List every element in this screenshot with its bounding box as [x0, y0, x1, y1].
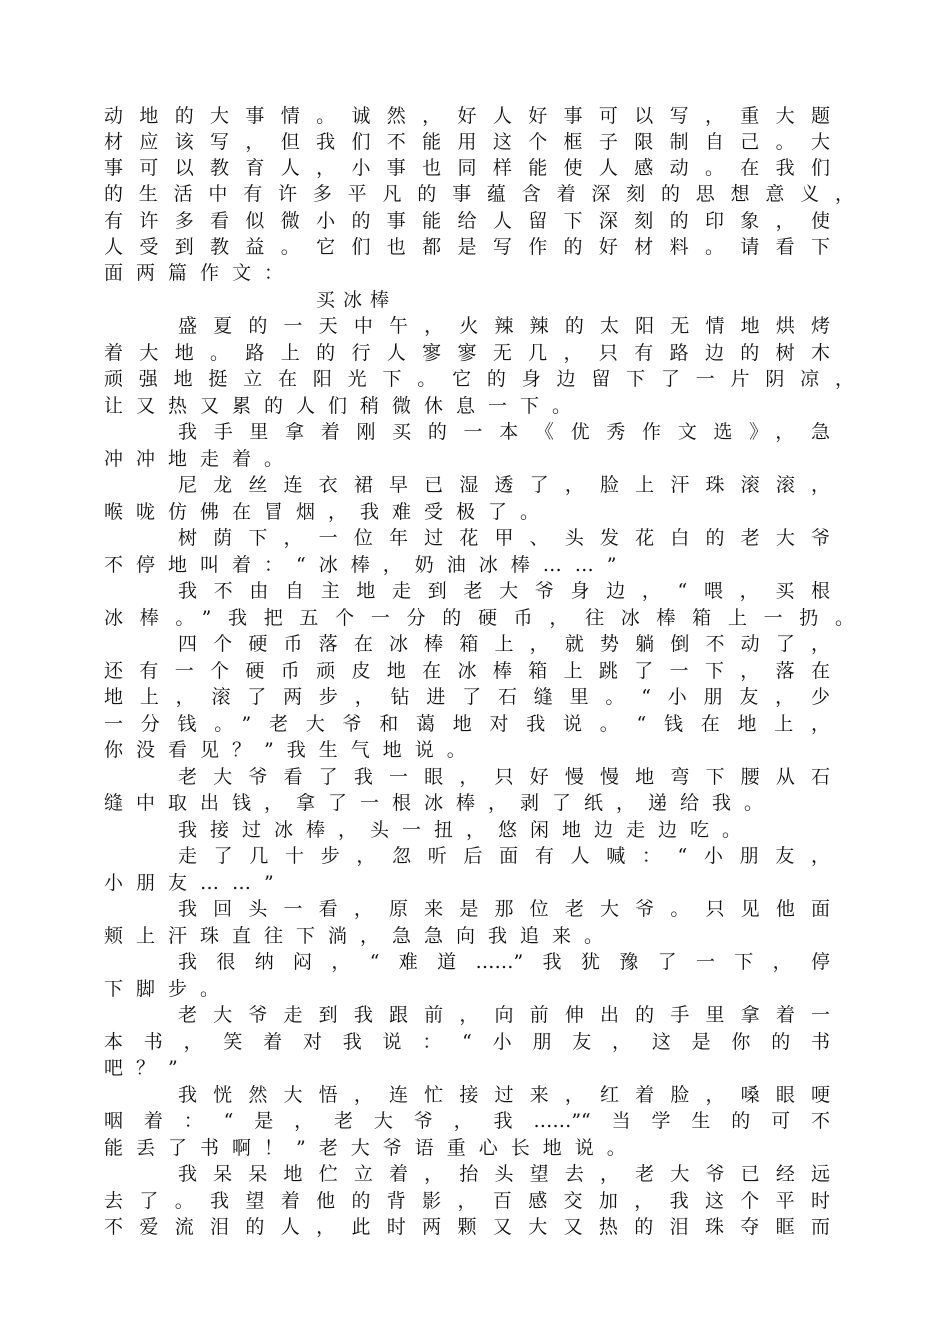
essay-line: 缝中取出钱，拿了一根冰棒，剥了纸，递给我。 [104, 792, 777, 814]
essay-line: 不爱流泪的人，此时两颗又大又热的泪珠夺眶而 [104, 1216, 830, 1238]
essay-line: 老大爷看了我一眼，只好慢慢地弯下腰从石 [178, 766, 830, 788]
essay-line: 我回头一看，原来是那位老大爷。只见他面 [178, 898, 830, 920]
essay-line: 下脚步。 [104, 978, 233, 1000]
intro-line: 人受到教益。它们也都是写作的好材料。请看下 [104, 236, 830, 258]
intro-line: 事可以教育人，小事也同样能使人感动。在我们 [104, 157, 830, 179]
essay-line: 颊上汗珠直往下淌，急急向我追来。 [104, 925, 617, 947]
essay-line: 吧？” [104, 1057, 191, 1079]
essay-line: 老大爷走到我跟前，向前伸出的手里拿着一 [178, 1004, 830, 1026]
essay-line: 小朋友……” [104, 872, 287, 894]
essay-line: 我很纳闷，“难道……”我犹豫了一下，停 [178, 951, 830, 973]
essay-line: 我不由自主地走到老大爷身边，“喂，买根 [178, 580, 830, 602]
essay-line: 不停地叫着：“冰棒，奶油冰棒……” [104, 554, 630, 576]
essay-line: 冰棒。”我把五个一分的硬币，往冰棒箱上一扔。 [104, 607, 854, 629]
essay-title: 买冰棒 [316, 289, 398, 311]
essay-line: 我呆呆地伫立着，抬头望去，老大爷已经远 [178, 1163, 830, 1185]
essay-line: 去了。我望着他的背影，百感交加，我这个平时 [104, 1190, 830, 1212]
essay-line: 能丢了书啊！”老大爷语重心长地说。 [104, 1137, 639, 1159]
essay-line: 盛夏的一天中午，火辣辣的太阳无情地烘烤 [178, 315, 830, 337]
essay-line: 地上，滚了两步，钻进了石缝里。“小朋友，少 [104, 686, 830, 708]
essay-line: 着大地。路上的行人寥寥无几，只有路边的树木 [104, 342, 830, 364]
essay-line: 我接过冰棒，头一扭，悠闲地边走边吃。 [178, 819, 755, 841]
essay-line: 一分钱。”老大爷和蔼地对我说。“钱在地上， [104, 713, 830, 735]
intro-line: 的生活中有许多平凡的事蕴含着深刻的思想意义， [104, 183, 854, 205]
essay-line: 尼龙丝连衣裙早已湿透了，脸上汗珠滚滚， [178, 474, 830, 496]
essay-line: 你没看见？”我生气地说。 [104, 739, 479, 761]
essay-line: 喉咙仿佛在冒烟，我难受极了。 [104, 501, 553, 523]
essay-line: 四个硬币落在冰棒箱上，就势躺倒不动了， [178, 633, 830, 655]
essay-line: 树荫下，一位年过花甲、头发花白的老大爷 [178, 527, 830, 549]
essay-line: 咽着：“是，老大爷，我……”“当学生的可不 [104, 1110, 830, 1132]
intro-line: 有许多看似微小的事能给人留下深刻的印象，使 [104, 210, 830, 232]
intro-line: 材应该写，但我们不能用这个框子限制自己。大 [104, 131, 830, 153]
essay-line: 本书，笑着对我说：“小朋友，这是你的书 [104, 1031, 830, 1053]
essay-line: 我恍然大悟，连忙接过来，红着脸，嗓眼哽 [178, 1084, 830, 1106]
essay-line: 顽强地挺立在阳光下。它的身边留下了一片阴凉， [104, 368, 854, 390]
essay-line: 冲冲地走着。 [104, 448, 297, 470]
intro-line: 动地的大事情。诚然，好人好事可以写，重大题 [104, 105, 830, 127]
essay-line: 让又热又累的人们稍微休息一下。 [104, 395, 585, 417]
essay-line: 还有一个硬币顽皮地在冰棒箱上跳了一下，落在 [104, 660, 830, 682]
intro-line: 面两篇作文： [104, 262, 297, 284]
essay-line: 我手里拿着刚买的一本《优秀作文选》，急 [178, 421, 830, 443]
essay-line: 走了几十步，忽听后面有人喊：“小朋友， [178, 845, 830, 867]
